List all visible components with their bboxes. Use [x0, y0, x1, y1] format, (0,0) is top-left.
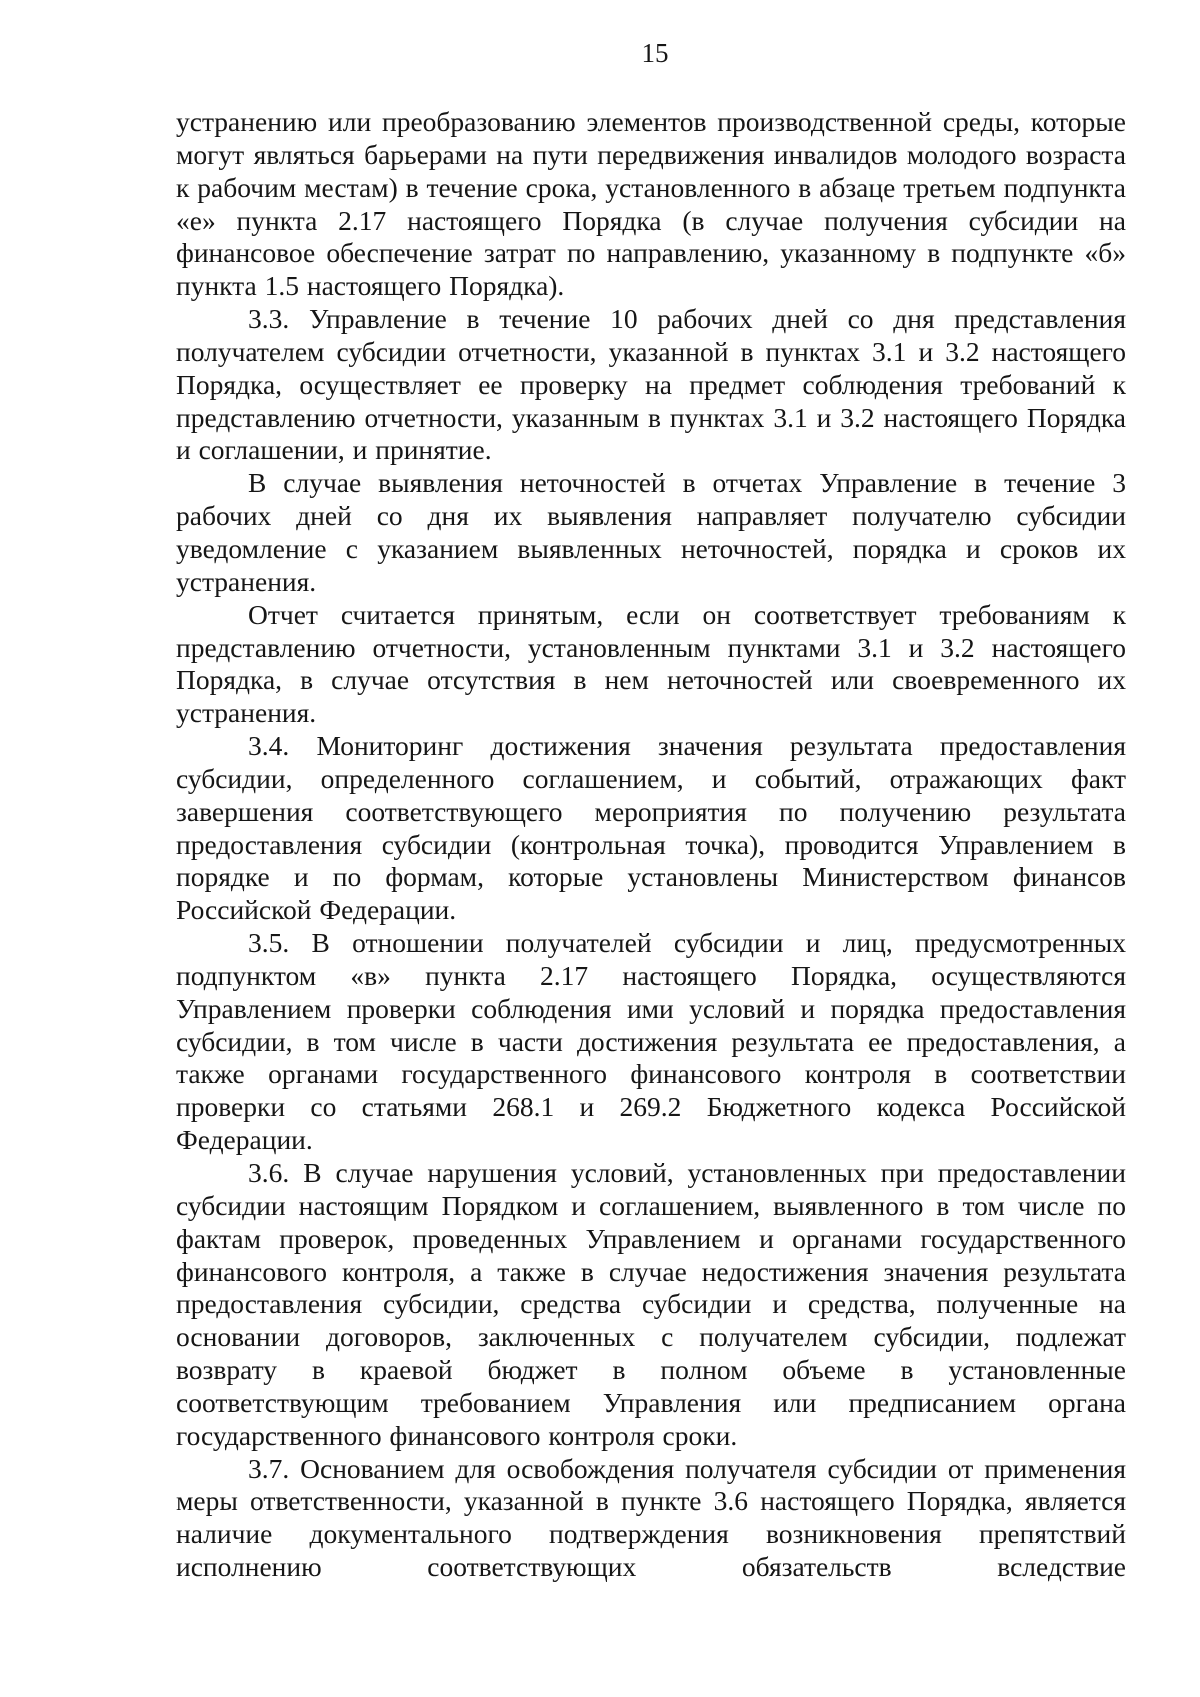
page-number: 15	[641, 38, 669, 68]
paragraph-3-5: 3.5. В отношении получателей субсидии и лиц, предусмотренных подпунктом «в» пункта 2.17 настоящего Порядка, осуществляются Управлением проверки соблюдения ими условий и порядка предоставления субсидии, в том числе в части достижения результата ее предоставления, а также органами государственного финансового контроля в соответствии проверки со статьями 268.1 и 269.2 Бюджетного кодекса Российской Федерации.	[176, 927, 1126, 1156]
paragraph-3-3-inaccuracies: В случае выявления неточностей в отчетах Управление в течение 3 рабочих дней со дня их выявления направляет получателю субсидии уведомление с указанием выявленных неточностей, порядка и сроков их устранения.	[176, 467, 1126, 597]
paragraph-3-3: 3.3. Управление в течение 10 рабочих дней со дня представления получателем субсидии отчетности, указанной в пунктах 3.1 и 3.2 настоящего Порядка, осуществляет ее проверку на предмет соблюдения требований к представлению отчетности, указанным в пунктах 3.1 и 3.2 настоящего Порядка и соглашении, и принятие.	[176, 303, 1126, 466]
paragraph-3-3-report-accepted: Отчет считается принятым, если он соответствует требованиям к представлению отчетности, установленным пунктами 3.1 и 3.2 настоящего Порядка, в случае отсутствия в нем неточностей или своевременного их устранения.	[176, 598, 1126, 729]
paragraph-3-7: 3.7. Основанием для освобождения получателя субсидии от применения меры ответственности, указанной в пункте 3.6 настоящего Порядка, является наличие документального подтверждения возникновения препятствий исполнению соответствующих обязательств вследствие	[176, 1452, 1126, 1583]
paragraph-continuation: устранению или преобразованию элементов производственной среды, которые могут являться барьерами на пути передвижения инвалидов молодого возраста к рабочим местам) в течение срока, установленного в абзаце третьем подпункта «е» пункта 2.17 настоящего Порядка (в случае получения субсидии на финансовое обеспечение затрат по направлению, указанному в подпункте «б» пункта 1.5 настоящего Порядка).	[176, 106, 1126, 302]
paragraph-3-4: 3.4. Мониторинг достижения значения результата предоставления субсидии, определенного соглашением, и событий, отражающих факт завершения соответствующего мероприятия по получению результата предоставления субсидии (контрольная точка), проводится Управлением в порядке и по формам, которые установлены Министерством финансов Российской Федерации.	[176, 730, 1126, 926]
paragraph-3-6: 3.6. В случае нарушения условий, установленных при предоставлении субсидии настоящим Порядком и соглашением, выявленного в том числе по фактам проверок, проведенных Управлением и органами государственного финансового контроля, а также в случае недостижения значения результата предоставления субсидии, средства субсидии и средства, полученные на основании договоров, заключенных с получателем субсидии, подлежат возврату в краевой бюджет в полном объеме в установленные соответствующим требованием Управления или предписанием органа государственного финансового контроля сроки.	[176, 1157, 1126, 1451]
document-page	[176, 40, 1126, 1584]
document-body	[176, 106, 1126, 1584]
